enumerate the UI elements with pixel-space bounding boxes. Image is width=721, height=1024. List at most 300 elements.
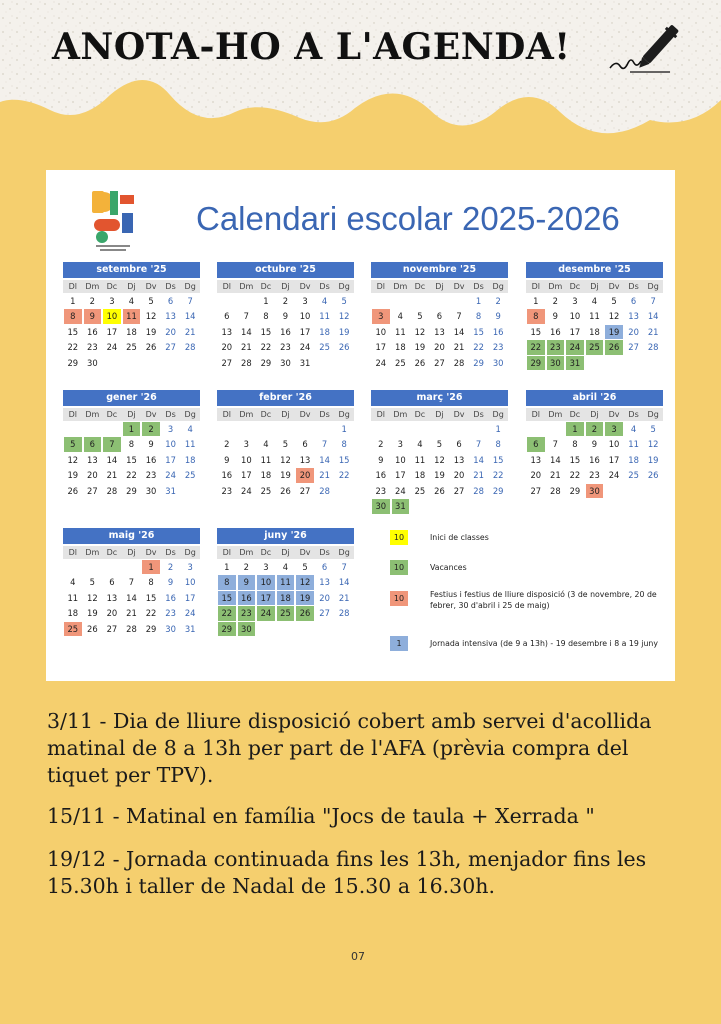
day-cell: 21 bbox=[319, 470, 330, 481]
day-cell: 10 bbox=[241, 454, 252, 465]
weekday-row bbox=[63, 280, 200, 293]
weekday-label: Dc bbox=[414, 282, 426, 291]
day-cell: 1 bbox=[495, 423, 501, 434]
weekday-label: Dg bbox=[492, 410, 504, 419]
day-cell: 12 bbox=[67, 454, 79, 465]
weekday-label: Dm bbox=[239, 410, 254, 419]
day-cell: 27 bbox=[106, 623, 118, 634]
weekday-label: Dl bbox=[222, 282, 231, 291]
day-cell: 5 bbox=[148, 295, 154, 306]
day-cell: 6 bbox=[630, 295, 637, 306]
weekday-label: Dl bbox=[222, 548, 231, 557]
day-cell: 24 bbox=[608, 470, 620, 481]
weekday-row bbox=[371, 280, 508, 293]
day-cell: 1 bbox=[224, 561, 230, 572]
legend-label: Jornada intensiva (de 9 a 13h) - 19 desembre i 8 a 19 juny bbox=[430, 639, 658, 648]
day-cell: 27 bbox=[87, 485, 98, 496]
day-cell: 19 bbox=[280, 470, 291, 481]
empty-cell bbox=[391, 293, 411, 309]
day-cell: 14 bbox=[473, 454, 484, 465]
day-cell: 14 bbox=[550, 454, 561, 465]
day-cell: 3 bbox=[109, 295, 115, 306]
day-cell: 11 bbox=[184, 439, 196, 450]
day-cell: 11 bbox=[395, 326, 406, 337]
weekday-label: Dv bbox=[453, 282, 465, 291]
day-cell: 25 bbox=[319, 342, 330, 353]
day-cell: 11 bbox=[277, 575, 295, 590]
day-cell: 16 bbox=[589, 454, 600, 465]
day-cell: 24 bbox=[106, 342, 118, 353]
weekday-row bbox=[63, 408, 200, 421]
day-cell: 4 bbox=[397, 311, 404, 322]
empty-cell bbox=[217, 421, 237, 437]
days-grid bbox=[371, 293, 508, 371]
day-cell: 16 bbox=[145, 454, 157, 465]
day-cell: 4 bbox=[282, 561, 289, 572]
day-cell: 23 bbox=[145, 470, 157, 481]
weekday-label: Dc bbox=[260, 282, 272, 291]
days-grid bbox=[217, 421, 354, 499]
day-cell: 15 bbox=[473, 326, 484, 337]
weekday-label: Dv bbox=[145, 410, 157, 419]
day-cell: 18 bbox=[414, 470, 426, 481]
day-cell: 26 bbox=[87, 623, 98, 634]
weekday-label: Dc bbox=[260, 548, 272, 557]
day-cell: 9 bbox=[378, 454, 384, 465]
weekday-label: Dm bbox=[393, 282, 408, 291]
weekday-row bbox=[217, 408, 354, 421]
day-cell: 24 bbox=[395, 485, 406, 496]
day-cell: 16 bbox=[87, 326, 98, 337]
weekday-label: Ds bbox=[319, 282, 330, 291]
day-cell: 13 bbox=[628, 311, 639, 322]
legend-label: Festius i festius de lliure disposició (3 de novembre, 20 de febrer, 30 d'abril i 25 de maig) bbox=[430, 590, 657, 610]
note-3: 19/12 - Jornada continuada fins les 13h, menjador fins les 15.30h i taller de Nadal de 15.30 a 16.30h. bbox=[47, 847, 647, 898]
day-cell: 19 bbox=[87, 608, 98, 619]
day-cell: 11 bbox=[414, 454, 426, 465]
empty-cell bbox=[63, 421, 83, 437]
weekday-label: Dv bbox=[299, 410, 311, 419]
day-cell: 6 bbox=[109, 577, 115, 588]
day-cell: 28 bbox=[126, 623, 137, 634]
days-grid bbox=[63, 293, 200, 371]
weekday-label: Dg bbox=[184, 548, 196, 557]
day-cell: 22 bbox=[67, 342, 79, 353]
note-2: 15/11 - Matinal en família "Jocs de taula + Xerrada " bbox=[47, 804, 595, 828]
legend-swatch: 10 bbox=[390, 560, 408, 575]
day-cell: 31 bbox=[566, 356, 584, 371]
day-cell: 18 bbox=[395, 342, 406, 353]
day-cell: 19 bbox=[296, 591, 314, 606]
day-cell: 20 bbox=[530, 470, 542, 481]
empty-cell bbox=[430, 293, 450, 309]
day-cell: 4 bbox=[630, 423, 637, 434]
weekday-label: Ds bbox=[165, 548, 176, 557]
day-cell: 26 bbox=[605, 340, 623, 355]
day-cell: 17 bbox=[299, 326, 311, 337]
weekday-label: Dm bbox=[85, 282, 100, 291]
day-cell: 5 bbox=[611, 295, 617, 306]
day-cell: 19 bbox=[338, 326, 350, 337]
day-cell: 21 bbox=[453, 342, 465, 353]
day-cell: 9 bbox=[282, 311, 289, 322]
day-cell: 14 bbox=[106, 454, 118, 465]
day-cell: 27 bbox=[434, 357, 445, 368]
day-cell: 25 bbox=[277, 606, 295, 621]
day-cell: 23 bbox=[165, 608, 176, 619]
day-cell: 17 bbox=[569, 326, 581, 337]
day-cell: 20 bbox=[296, 468, 314, 483]
day-cell: 28 bbox=[241, 357, 252, 368]
day-cell: 8 bbox=[263, 311, 269, 322]
day-cell: 18 bbox=[277, 591, 295, 606]
day-cell: 14 bbox=[647, 311, 659, 322]
day-cell: 11 bbox=[67, 592, 79, 603]
day-cell: 30 bbox=[87, 357, 98, 368]
weekday-label: Dg bbox=[338, 282, 350, 291]
day-cell: 9 bbox=[495, 311, 501, 322]
day-cell: 1 bbox=[533, 295, 539, 306]
day-cell: 8 bbox=[128, 439, 135, 450]
day-cell: 27 bbox=[453, 485, 465, 496]
day-cell: 4 bbox=[263, 439, 269, 450]
weekday-label: Dv bbox=[608, 282, 620, 291]
day-cell: 22 bbox=[569, 470, 581, 481]
day-cell: 6 bbox=[456, 439, 462, 450]
day-cell: 15 bbox=[145, 592, 157, 603]
day-cell: 3 bbox=[187, 561, 193, 572]
day-cell: 30 bbox=[547, 356, 565, 371]
day-cell: 13 bbox=[530, 454, 542, 465]
weekday-label: Dj bbox=[281, 410, 290, 419]
weekday-label: Dc bbox=[106, 548, 118, 557]
weekday-row bbox=[217, 280, 354, 293]
weekday-label: Dv bbox=[299, 548, 311, 557]
day-cell: 20 bbox=[434, 342, 445, 353]
day-cell: 20 bbox=[453, 470, 465, 481]
day-cell: 10 bbox=[299, 311, 311, 322]
day-cell: 27 bbox=[319, 608, 330, 619]
day-cell: 22 bbox=[145, 608, 157, 619]
day-cell: 9 bbox=[84, 309, 102, 324]
empty-cell bbox=[449, 293, 469, 309]
day-cell: 14 bbox=[126, 592, 137, 603]
pen-icon bbox=[600, 12, 690, 82]
day-cell: 23 bbox=[547, 340, 565, 355]
day-cell: 8 bbox=[148, 577, 154, 588]
day-cell: 2 bbox=[243, 561, 250, 572]
empty-cell bbox=[295, 421, 315, 437]
day-cell: 11 bbox=[628, 439, 639, 450]
day-cell: 18 bbox=[184, 454, 196, 465]
day-cell: 2 bbox=[224, 439, 230, 450]
day-cell: 2 bbox=[552, 295, 559, 306]
day-cell: 9 bbox=[238, 575, 256, 590]
month-7 bbox=[526, 390, 663, 499]
empty-cell bbox=[469, 421, 489, 437]
day-cell: 1 bbox=[263, 295, 269, 306]
weekday-label: Dc bbox=[569, 410, 581, 419]
day-cell: 25 bbox=[414, 485, 426, 496]
day-cell: 7 bbox=[552, 439, 559, 450]
day-cell: 22 bbox=[492, 470, 504, 481]
day-cell: 30 bbox=[372, 499, 390, 514]
page-number: 07 bbox=[351, 950, 365, 963]
day-cell: 3 bbox=[243, 439, 250, 450]
day-cell: 9 bbox=[552, 311, 559, 322]
day-cell: 5 bbox=[302, 561, 308, 572]
school-logo bbox=[90, 189, 136, 255]
weekday-label: Dm bbox=[548, 410, 563, 419]
day-cell: 27 bbox=[628, 342, 639, 353]
day-cell: 13 bbox=[221, 326, 233, 337]
day-cell: 14 bbox=[184, 311, 196, 322]
day-cell: 17 bbox=[241, 470, 252, 481]
empty-cell bbox=[276, 421, 296, 437]
day-cell: 17 bbox=[257, 591, 275, 606]
day-cell: 19 bbox=[414, 342, 426, 353]
day-cell: 25 bbox=[260, 485, 272, 496]
day-cell: 28 bbox=[338, 608, 350, 619]
day-cell: 17 bbox=[375, 342, 387, 353]
day-cell: 24 bbox=[299, 342, 311, 353]
day-cell: 24 bbox=[241, 485, 252, 496]
day-cell: 8 bbox=[475, 311, 482, 322]
day-cell: 6 bbox=[224, 311, 230, 322]
page-title: ANOTA-HO A L'AGENDA! bbox=[52, 26, 571, 68]
month-8 bbox=[63, 528, 200, 637]
day-cell: 13 bbox=[165, 311, 176, 322]
day-cell: 9 bbox=[591, 439, 598, 450]
weekday-label: Dj bbox=[590, 410, 599, 419]
day-cell: 18 bbox=[319, 326, 330, 337]
empty-cell bbox=[410, 293, 430, 309]
day-cell: 28 bbox=[319, 485, 330, 496]
day-cell: 5 bbox=[89, 577, 96, 588]
weekday-label: Dj bbox=[435, 282, 444, 291]
day-cell: 3 bbox=[302, 295, 308, 306]
day-cell: 24 bbox=[375, 357, 387, 368]
month-header: abril '26 bbox=[526, 390, 663, 406]
day-cell: 3 bbox=[572, 295, 578, 306]
month-header: febrer '26 bbox=[217, 390, 354, 406]
day-cell: 1 bbox=[566, 422, 584, 437]
day-cell: 27 bbox=[165, 342, 176, 353]
day-cell: 10 bbox=[608, 439, 620, 450]
day-cell: 10 bbox=[395, 454, 406, 465]
weekday-label: Ds bbox=[473, 410, 484, 419]
day-cell: 15 bbox=[260, 326, 272, 337]
day-cell: 7 bbox=[475, 439, 482, 450]
empty-cell bbox=[83, 421, 103, 437]
day-cell: 12 bbox=[87, 592, 98, 603]
day-cell: 20 bbox=[87, 470, 98, 481]
day-cell: 2 bbox=[142, 422, 160, 437]
day-cell: 13 bbox=[319, 577, 330, 588]
day-cell: 18 bbox=[589, 326, 600, 337]
day-cell: 14 bbox=[453, 326, 465, 337]
day-cell: 8 bbox=[527, 309, 545, 324]
weekday-label: Ds bbox=[473, 282, 484, 291]
day-cell: 27 bbox=[221, 357, 233, 368]
day-cell: 3 bbox=[372, 309, 390, 324]
weekday-label: Dj bbox=[127, 548, 136, 557]
day-cell: 20 bbox=[165, 326, 176, 337]
day-cell: 23 bbox=[238, 606, 256, 621]
weekday-label: Dl bbox=[376, 282, 385, 291]
day-cell: 22 bbox=[338, 470, 350, 481]
day-cell: 29 bbox=[492, 485, 504, 496]
weekday-label: Dl bbox=[531, 410, 540, 419]
day-cell: 5 bbox=[64, 437, 82, 452]
day-cell: 22 bbox=[473, 342, 484, 353]
day-cell: 24 bbox=[566, 340, 584, 355]
day-cell: 31 bbox=[165, 485, 176, 496]
day-cell: 19 bbox=[605, 325, 623, 340]
day-cell: 14 bbox=[241, 326, 252, 337]
day-cell: 5 bbox=[417, 311, 423, 322]
empty-cell bbox=[449, 421, 469, 437]
day-cell: 4 bbox=[70, 577, 76, 588]
day-cell: 31 bbox=[299, 357, 311, 368]
day-cell: 26 bbox=[414, 357, 426, 368]
weekday-row bbox=[371, 408, 508, 421]
weekday-label: Dg bbox=[184, 282, 196, 291]
day-cell: 21 bbox=[126, 608, 137, 619]
day-cell: 22 bbox=[260, 342, 272, 353]
day-cell: 10 bbox=[375, 326, 387, 337]
day-cell: 16 bbox=[280, 326, 291, 337]
day-cell: 29 bbox=[126, 485, 137, 496]
day-cell: 26 bbox=[67, 485, 79, 496]
empty-cell bbox=[391, 421, 411, 437]
legend-swatch: 1 bbox=[390, 636, 408, 651]
weekday-label: Ds bbox=[628, 282, 639, 291]
day-cell: 5 bbox=[341, 295, 347, 306]
day-cell: 17 bbox=[165, 454, 176, 465]
day-cell: 19 bbox=[647, 454, 659, 465]
day-cell: 19 bbox=[145, 326, 157, 337]
day-cell: 6 bbox=[84, 437, 102, 452]
day-cell: 24 bbox=[184, 608, 196, 619]
day-cell: 31 bbox=[184, 623, 196, 634]
day-cell: 30 bbox=[238, 622, 256, 637]
day-cell: 3 bbox=[263, 561, 269, 572]
day-cell: 4 bbox=[321, 295, 328, 306]
weekday-label: Ds bbox=[165, 282, 176, 291]
weekday-row bbox=[526, 280, 663, 293]
day-cell: 17 bbox=[608, 454, 620, 465]
day-cell: 13 bbox=[434, 326, 445, 337]
day-cell: 15 bbox=[569, 454, 581, 465]
month-header: maig '26 bbox=[63, 528, 200, 544]
day-cell: 11 bbox=[589, 311, 600, 322]
day-cell: 26 bbox=[280, 485, 291, 496]
day-cell: 1 bbox=[70, 295, 76, 306]
day-cell: 28 bbox=[473, 485, 484, 496]
days-grid bbox=[63, 559, 200, 637]
day-cell: 5 bbox=[436, 439, 443, 450]
day-cell: 29 bbox=[218, 622, 236, 637]
month-header: setembre '25 bbox=[63, 262, 200, 278]
day-cell: 15 bbox=[126, 454, 137, 465]
weekday-label: Dm bbox=[239, 282, 254, 291]
day-cell: 24 bbox=[257, 606, 275, 621]
day-cell: 27 bbox=[530, 485, 542, 496]
month-0 bbox=[63, 262, 200, 371]
day-cell: 12 bbox=[434, 454, 445, 465]
day-cell: 26 bbox=[434, 485, 445, 496]
day-cell: 15 bbox=[530, 326, 542, 337]
day-cell: 26 bbox=[338, 342, 350, 353]
day-cell: 10 bbox=[569, 311, 581, 322]
weekday-label: Dl bbox=[531, 282, 540, 291]
day-cell: 23 bbox=[221, 485, 233, 496]
day-cell: 7 bbox=[128, 577, 135, 588]
day-cell: 10 bbox=[184, 577, 196, 588]
empty-cell bbox=[102, 559, 122, 575]
day-cell: 25 bbox=[64, 622, 82, 637]
day-cell: 14 bbox=[338, 577, 350, 588]
weekday-label: Dj bbox=[435, 410, 444, 419]
day-cell: 15 bbox=[67, 326, 79, 337]
weekday-label: Dj bbox=[281, 548, 290, 557]
weekday-label: Ds bbox=[165, 410, 176, 419]
day-cell: 10 bbox=[257, 575, 275, 590]
day-cell: 7 bbox=[321, 439, 328, 450]
day-cell: 17 bbox=[395, 470, 406, 481]
day-cell: 13 bbox=[87, 454, 98, 465]
day-cell: 2 bbox=[167, 561, 174, 572]
day-cell: 16 bbox=[492, 326, 504, 337]
empty-cell bbox=[63, 559, 83, 575]
day-cell: 22 bbox=[218, 606, 236, 621]
day-cell: 29 bbox=[527, 356, 545, 371]
day-cell: 16 bbox=[221, 470, 233, 481]
weekday-label: Dv bbox=[299, 282, 311, 291]
day-cell: 30 bbox=[165, 623, 176, 634]
day-cell: 1 bbox=[341, 423, 347, 434]
day-cell: 9 bbox=[224, 454, 230, 465]
weekday-label: Dv bbox=[608, 410, 620, 419]
day-cell: 29 bbox=[569, 485, 581, 496]
weekday-label: Dj bbox=[127, 282, 136, 291]
weekday-label: Dj bbox=[590, 282, 599, 291]
day-cell: 1 bbox=[475, 295, 482, 306]
day-cell: 2 bbox=[586, 422, 604, 437]
empty-cell bbox=[371, 293, 391, 309]
day-cell: 21 bbox=[338, 592, 350, 603]
weekday-label: Ds bbox=[319, 410, 330, 419]
day-cell: 25 bbox=[586, 340, 604, 355]
weekday-label: Dc bbox=[106, 410, 118, 419]
day-cell: 25 bbox=[628, 470, 639, 481]
day-cell: 29 bbox=[473, 357, 484, 368]
day-cell: 15 bbox=[218, 591, 236, 606]
empty-cell bbox=[256, 421, 276, 437]
weekday-label: Dl bbox=[222, 410, 231, 419]
calendar-title: Calendari escolar 2025-2026 bbox=[196, 200, 620, 237]
weekday-label: Dg bbox=[647, 410, 659, 419]
day-cell: 16 bbox=[165, 592, 176, 603]
month-2 bbox=[371, 262, 508, 371]
legend-swatch: 10 bbox=[390, 591, 408, 606]
day-cell: 16 bbox=[238, 591, 256, 606]
weekday-label: Dl bbox=[68, 548, 77, 557]
day-cell: 8 bbox=[572, 439, 578, 450]
day-cell: 26 bbox=[647, 470, 659, 481]
day-cell: 3 bbox=[397, 439, 404, 450]
